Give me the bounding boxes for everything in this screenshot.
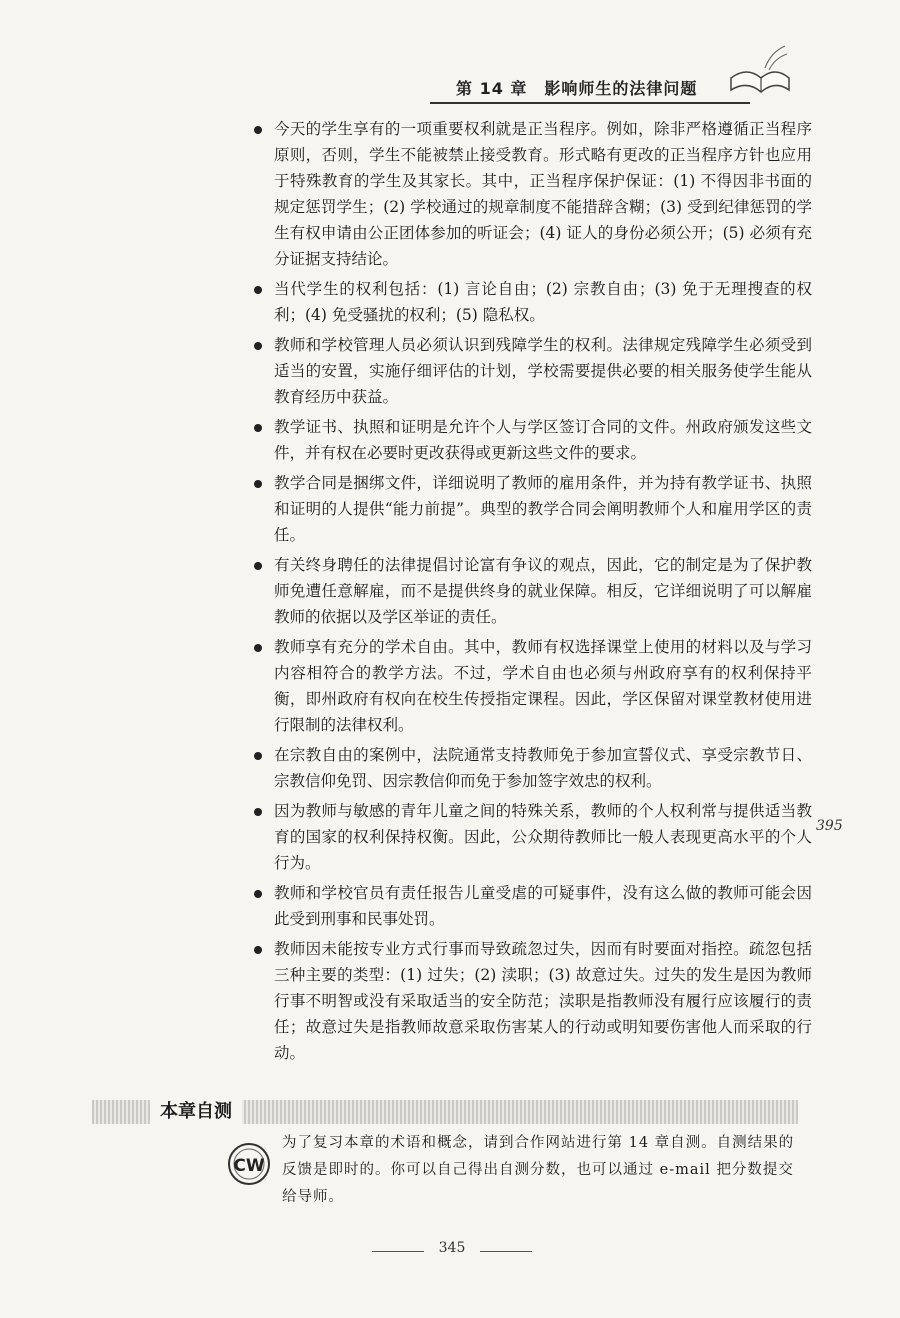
list-item: 教师和学校官员有责任报告儿童受虐的可疑事件，没有这么做的教师可能会因此受到刑事和民事处罚。	[252, 880, 812, 932]
cw-icon	[225, 1140, 275, 1190]
list-item: 在宗教自由的案例中，法院通常支持教师免于参加宣誓仪式、享受宗教节日、宗教信仰免罚、因宗教信仰而免于参加签字效忠的权利。	[252, 742, 812, 794]
footer-ornament-left	[372, 1251, 424, 1252]
summary-list	[252, 116, 812, 1070]
list-item: 教学证书、执照和证明是允许个人与学区签订合同的文件。州政府颁发这些文件，并有权在必要时更改获得或更新这些文件的要求。	[252, 414, 812, 466]
self-test-text: 为了复习本章的术语和概念，请到合作网站进行第 14 章自测。自测结果的反馈是即时的。你可以自己得出自测分数，也可以通过 e-mail 把分数提交给导师。	[282, 1135, 795, 1205]
list-item: 当代学生的权利包括：(1) 言论自由；(2) 宗教自由；(3) 免于无理搜查的权利；(4) 免受骚扰的权利；(5) 隐私权。	[252, 276, 812, 328]
list-item: 有关终身聘任的法律提倡讨论富有争议的观点，因此，它的制定是为了保护教师免遭任意解雇，而不是提供终身的就业保障。相反，它详细说明了可以解雇教师的依据以及学区举证的责任。	[252, 552, 812, 630]
running-header	[430, 70, 810, 106]
list-item: 教师享有充分的学术自由。其中，教师有权选择课堂上使用的材料以及与学习内容相符合的教学方法。不过，学术自由也必须与州政府享有的权利保持平衡，即州政府有权向在校生传授指定课程。因此，学区保留对课堂教材使用进行限制的法律权利。	[252, 634, 812, 738]
list-item: 教师和学校管理人员必须认识到残障学生的权利。法律规定残障学生必须受到适当的安置，实施仔细评估的计划，学校需要提供必要的相关服务使学生能从教育经历中获益。	[252, 332, 812, 410]
list-item: 今天的学生享有的一项重要权利就是正当程序。例如，除非严格遵循正当程序原则，否则，学生不能被禁止接受教育。形式略有更改的正当程序方针也应用于特殊教育的学生及其家长。其中，正当程序保护保证：(1) 不得因非书面的规定惩罚学生；(2) 学校通过的规章制度不能措辞含糊；(3) 受到纪律惩罚的学生有权申请由公正团体参加的听证会；(4) 证人的身份必须公开；(5) 必须有充分证据支持结论。	[252, 116, 812, 272]
header-rule	[430, 102, 750, 104]
margin-page-reference: 395	[816, 818, 843, 834]
list-item: 因为教师与敏感的青年儿童之间的特殊关系，教师的个人权利常与提供适当教育的国家的权利保持权衡。因此，公众期待教师比一般人表现更高水平的个人行为。	[252, 798, 812, 876]
list-item: 教师因未能按专业方式行事而导致疏忽过失，因而有时要面对指控。疏忽包括三种主要的类型：(1) 过失；(2) 渎职；(3) 故意过失。过失的发生是因为教师行事不明智或没有采取适当的安全防范；渎职是指教师没有履行应该履行的责任；故意过失是指教师故意采取伤害某人的行动或明知要伤害他人而采取的行动。	[252, 936, 812, 1066]
footer-ornament-right	[480, 1251, 532, 1252]
chapter-title: 第 14 章 影响师生的法律问题	[456, 79, 698, 98]
list-item: 教学合同是捆绑文件，详细说明了教师的雇用条件，并为持有教学证书、执照和证明的人提供“能力前提”。典型的教学合同会阐明教师个人和雇用学区的责任。	[252, 470, 812, 548]
page-footer	[372, 1240, 532, 1262]
open-book-icon	[725, 38, 795, 102]
page-number: 345	[438, 1240, 466, 1256]
section-title: 本章自测	[150, 1098, 242, 1126]
cw-icon-label: CW	[233, 1156, 265, 1176]
